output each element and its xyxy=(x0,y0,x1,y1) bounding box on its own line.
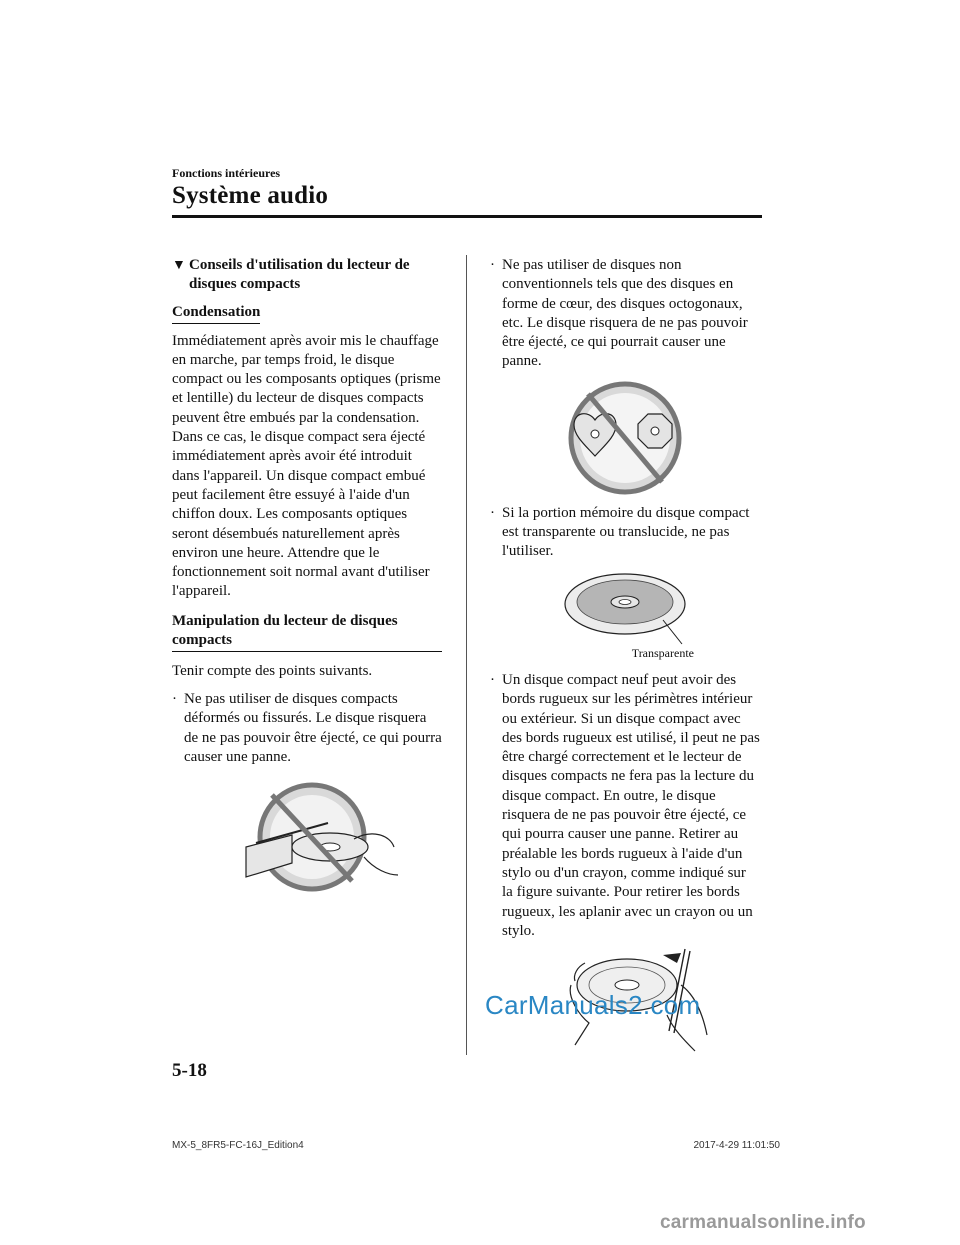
bullet-text: Ne pas utiliser de disques compacts déformés ou fissurés. Le disque risquera de ne pas pouvoir être éjecté, ce qui pourra causer une panne. xyxy=(184,691,442,765)
condensation-text: Immédiatement après avoir mis le chauffage en marche, par temps froid, le disque compact ou les composants optiques (prisme et lentille) du lecteur de disques compacts peuvent être embués par la condensation. Dans ce cas, le disque compact sera éjecté immédiatement après avoir été introduit dans l'appareil. Un disque compact embué peut facilement être essuyé à l'aide d'un chiffon doux. Les composants optiques seront désembués naturellement après environ une heure. Attendre que le fonctionnement soit normal avant d'utiliser l'appareil. xyxy=(172,332,441,600)
handling-intro: Tenir compte des points suivants. xyxy=(172,662,373,679)
watermark-carmanualsonline: carmanualsonline.info xyxy=(660,1212,866,1233)
bullet-text: Un disque compact neuf peut avoir des bords rugueux sur les périmètres intérieur ou extérieur. Si un disque compact avec des bords rugueux est utilisé, il peut ne pas être chargé correctement et le lecteur de disques compacts ne fera pas la lecture du disque compact. En outre, le disque risquera de ne pas pouvoir être éjecté, ce qui pourra causer une panne. Retirer au préalable les bords rugueux à l'aide d'un stylo ou d'un crayon, comme indiqué sur la figure suivante. Pour retirer les bords rugueux, les aplanir avec un crayon ou un stylo. xyxy=(502,671,760,939)
page-title: Système audio xyxy=(172,182,329,209)
handling-title: Manipulation du lecteur de disques compacts xyxy=(172,612,442,652)
bullet-nonstandard-discs xyxy=(490,256,760,372)
section-heading-text: Conseils d'utilisation du lecteur de disques compacts xyxy=(189,257,410,293)
timestamp-label: 2017-4-29 11:01:50 xyxy=(693,1140,780,1151)
right-column xyxy=(490,256,760,1055)
watermark-carmanuals2: CarManuals2.com xyxy=(485,990,701,1020)
column-divider xyxy=(466,255,467,1055)
bullet-dot: · xyxy=(172,691,177,708)
triangle-marker-icon: ▼ xyxy=(172,258,186,273)
bullet-text: Si la portion mémoire du disque compact est transparente ou translucide, ne pas l'utiliser. xyxy=(502,504,750,560)
bullet-dot: · xyxy=(490,257,495,273)
bullet-rough-edges xyxy=(490,671,760,941)
condensation-title: Condensation xyxy=(172,303,260,324)
bullet-dot: · xyxy=(490,504,495,521)
bullet-transparent-disc xyxy=(490,504,760,562)
bullet-text: Ne pas utiliser de disques non conventionnels tels que des disques en forme de cœur, des disques octogonaux, etc. Le disque risquera de ne pas pouvoir être éjecté, ce qui pourrait causer une panne. xyxy=(502,257,748,370)
odd-shaped-disc-prohibited-illustration xyxy=(550,378,700,498)
left-column xyxy=(172,256,442,897)
bullet-deformed-discs xyxy=(172,690,442,767)
transparent-disc-illustration xyxy=(550,568,700,648)
section-label: Fonctions intérieures xyxy=(172,166,281,180)
page-number: 5-18 xyxy=(172,1060,207,1081)
bullet-dot: · xyxy=(490,671,495,688)
edition-label: MX-5_8FR5-FC-16J_Edition4 xyxy=(172,1140,304,1151)
section-heading xyxy=(172,256,442,295)
figure-caption: Transparente xyxy=(631,645,694,660)
cracked-disc-prohibited-illustration xyxy=(232,777,402,897)
title-rule xyxy=(172,215,762,218)
